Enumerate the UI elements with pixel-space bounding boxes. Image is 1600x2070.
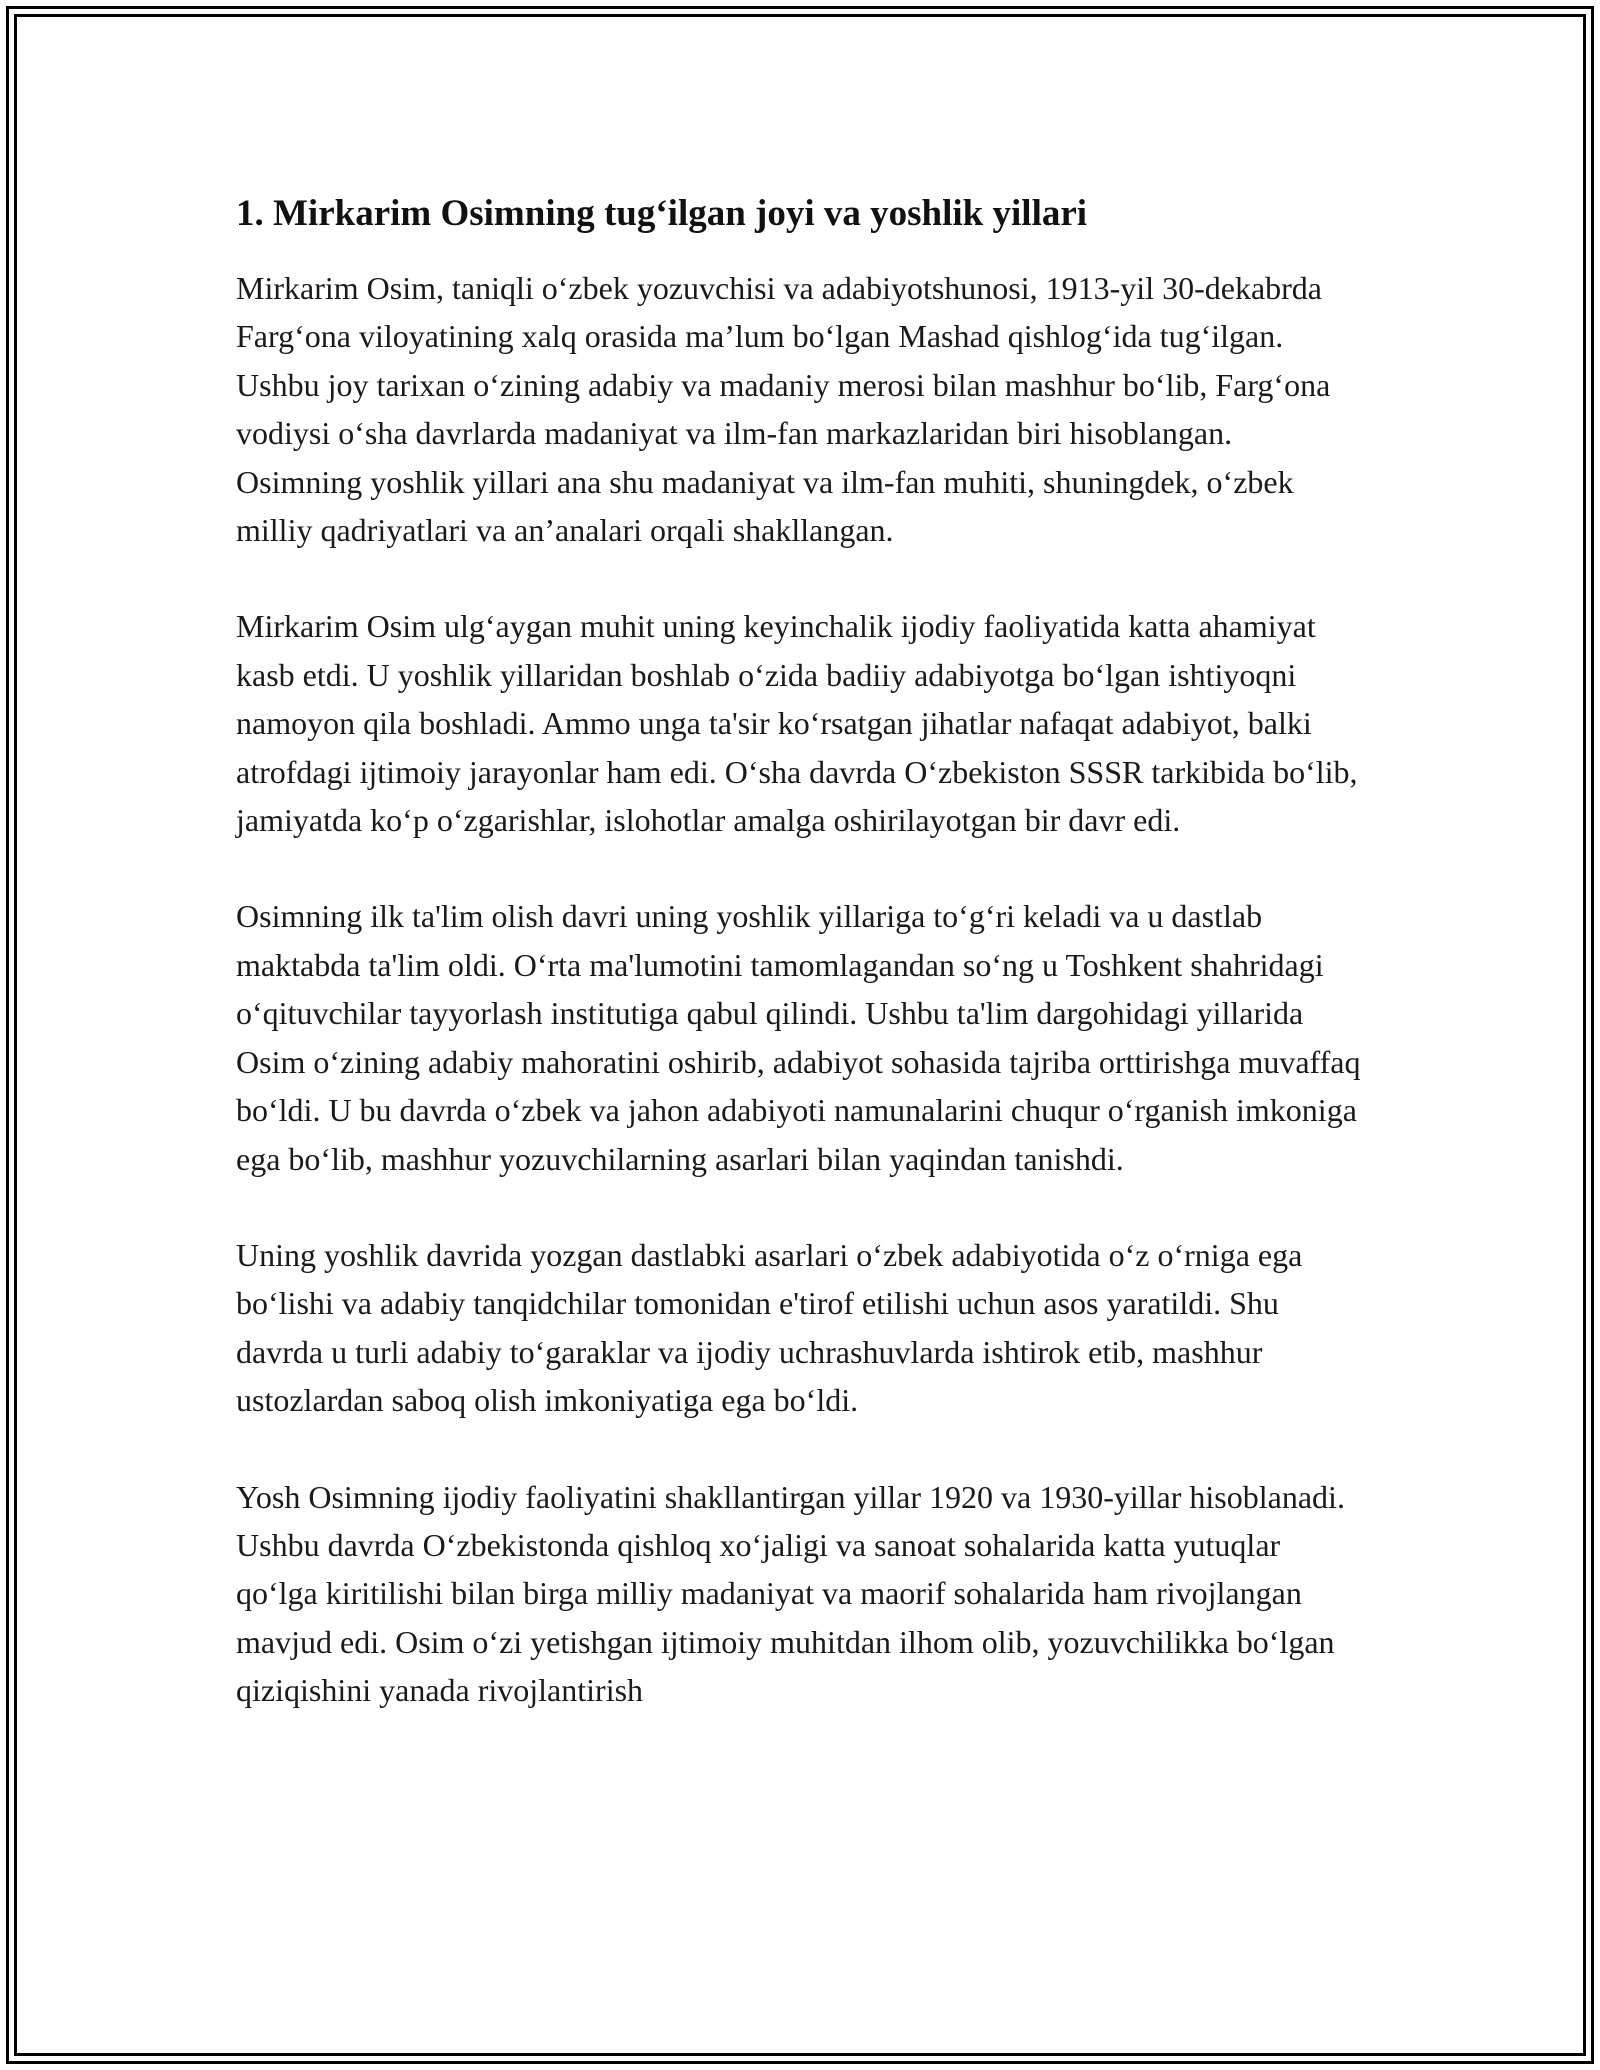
paragraph-birthplace: Mirkarim Osim, taniqli o‘zbek yozuvchisi va adabiyotshunosi, 1913-yil 30-dekabrda Farg‘ona viloyatining xalq orasida ma’lum bo‘lgan Mashad qishlog‘ida tug‘ilgan. Ushbu joy tarixan o‘zining adabiy va madaniy merosi bilan mashhur bo‘lib, Farg‘ona vodiysi o‘sha davrlarda madaniyat va ilm-fan markazlaridan biri hisoblangan. Osimning yoshlik yillari ana shu madaniyat va ilm-fan muhiti, shuningdek, o‘zbek milliy qadriyatlari va an’analari orqali shakllangan. [236,270,1331,549]
section-heading: 1. Mirkarim Osimning tug‘ilgan joyi va yoshlik yillari [236,193,1088,234]
paragraph-education: Osimning ilk ta'lim olish davri uning yoshlik yillariga to‘g‘ri keladi va u dastlab maktabda ta'lim oldi. O‘rta ma'lumotini tamomlagandan so‘ng u Toshkent shahridagi o‘qituvchilar tayyorlash institutiga qabul qilindi. Ushbu ta'lim dargohidagi yillarida Osim o‘zining adabiy mahoratini oshirib, adabiyot sohasida tajriba orttirishga muvaffaq bo‘ldi. U bu davrda o‘zbek va jahon adabiyoti namunalarini chuqur o‘rganish imkoniga ega bo‘lib, mashhur yozuvchilarning asarlari bilan yaqindan tanishdi. [236,898,1361,1177]
paragraph-environment: Mirkarim Osim ulg‘aygan muhit uning keyinchalik ijodiy faoliyatida katta ahamiyat kasb etdi. U yoshlik yillaridan boshlab o‘zida badiiy adabiyotga bo‘lgan ishtiyoqni namoyon qila boshladi. Ammo unga ta'sir ko‘rsatgan jihatlar nafaqat adabiyot, balki atrofdagi ijtimoiy jarayonlar ham edi. O‘sha davrda O‘zbekiston SSSR tarkibida bo‘lib, jamiyatda ko‘p o‘zgarishlar, islohotlar amalga oshirilayotgan bir davr edi. [236,608,1358,839]
paragraph-formative-years: Yosh Osimning ijodiy faoliyatini shakllantirgan yillar 1920 va 1930-yillar hisoblanadi. Ushbu davrda O‘zbekistonda qishloq xo‘jaligi va sanoat sohalarida katta yutuqlar qo‘lga kiritilishi bilan birga milliy madaniyat va maorif sohalarida ham rivojlangan mavjud edi. Osim o‘zi yetishgan ijtimoiy muhitdan ilhom olib, yozuvchilikka bo‘lgan qiziqishini yanada rivojlantirish [236,1478,1345,1709]
paragraph-early-works: Uning yoshlik davrida yozgan dastlabki asarlari o‘zbek adabiyotida o‘z o‘rniga ega bo‘lishi va adabiy tanqidchilar tomonidan e'tirof etilishi uchun asos yaratildi. Shu davrda u turli adabiy to‘garaklar va ijodiy uchrashuvlarda ishtirok etib, mashhur ustozlardan saboq olish imkoniyatiga ega bo‘ldi. [236,1236,1303,1419]
document-body [236,184,1364,1715]
